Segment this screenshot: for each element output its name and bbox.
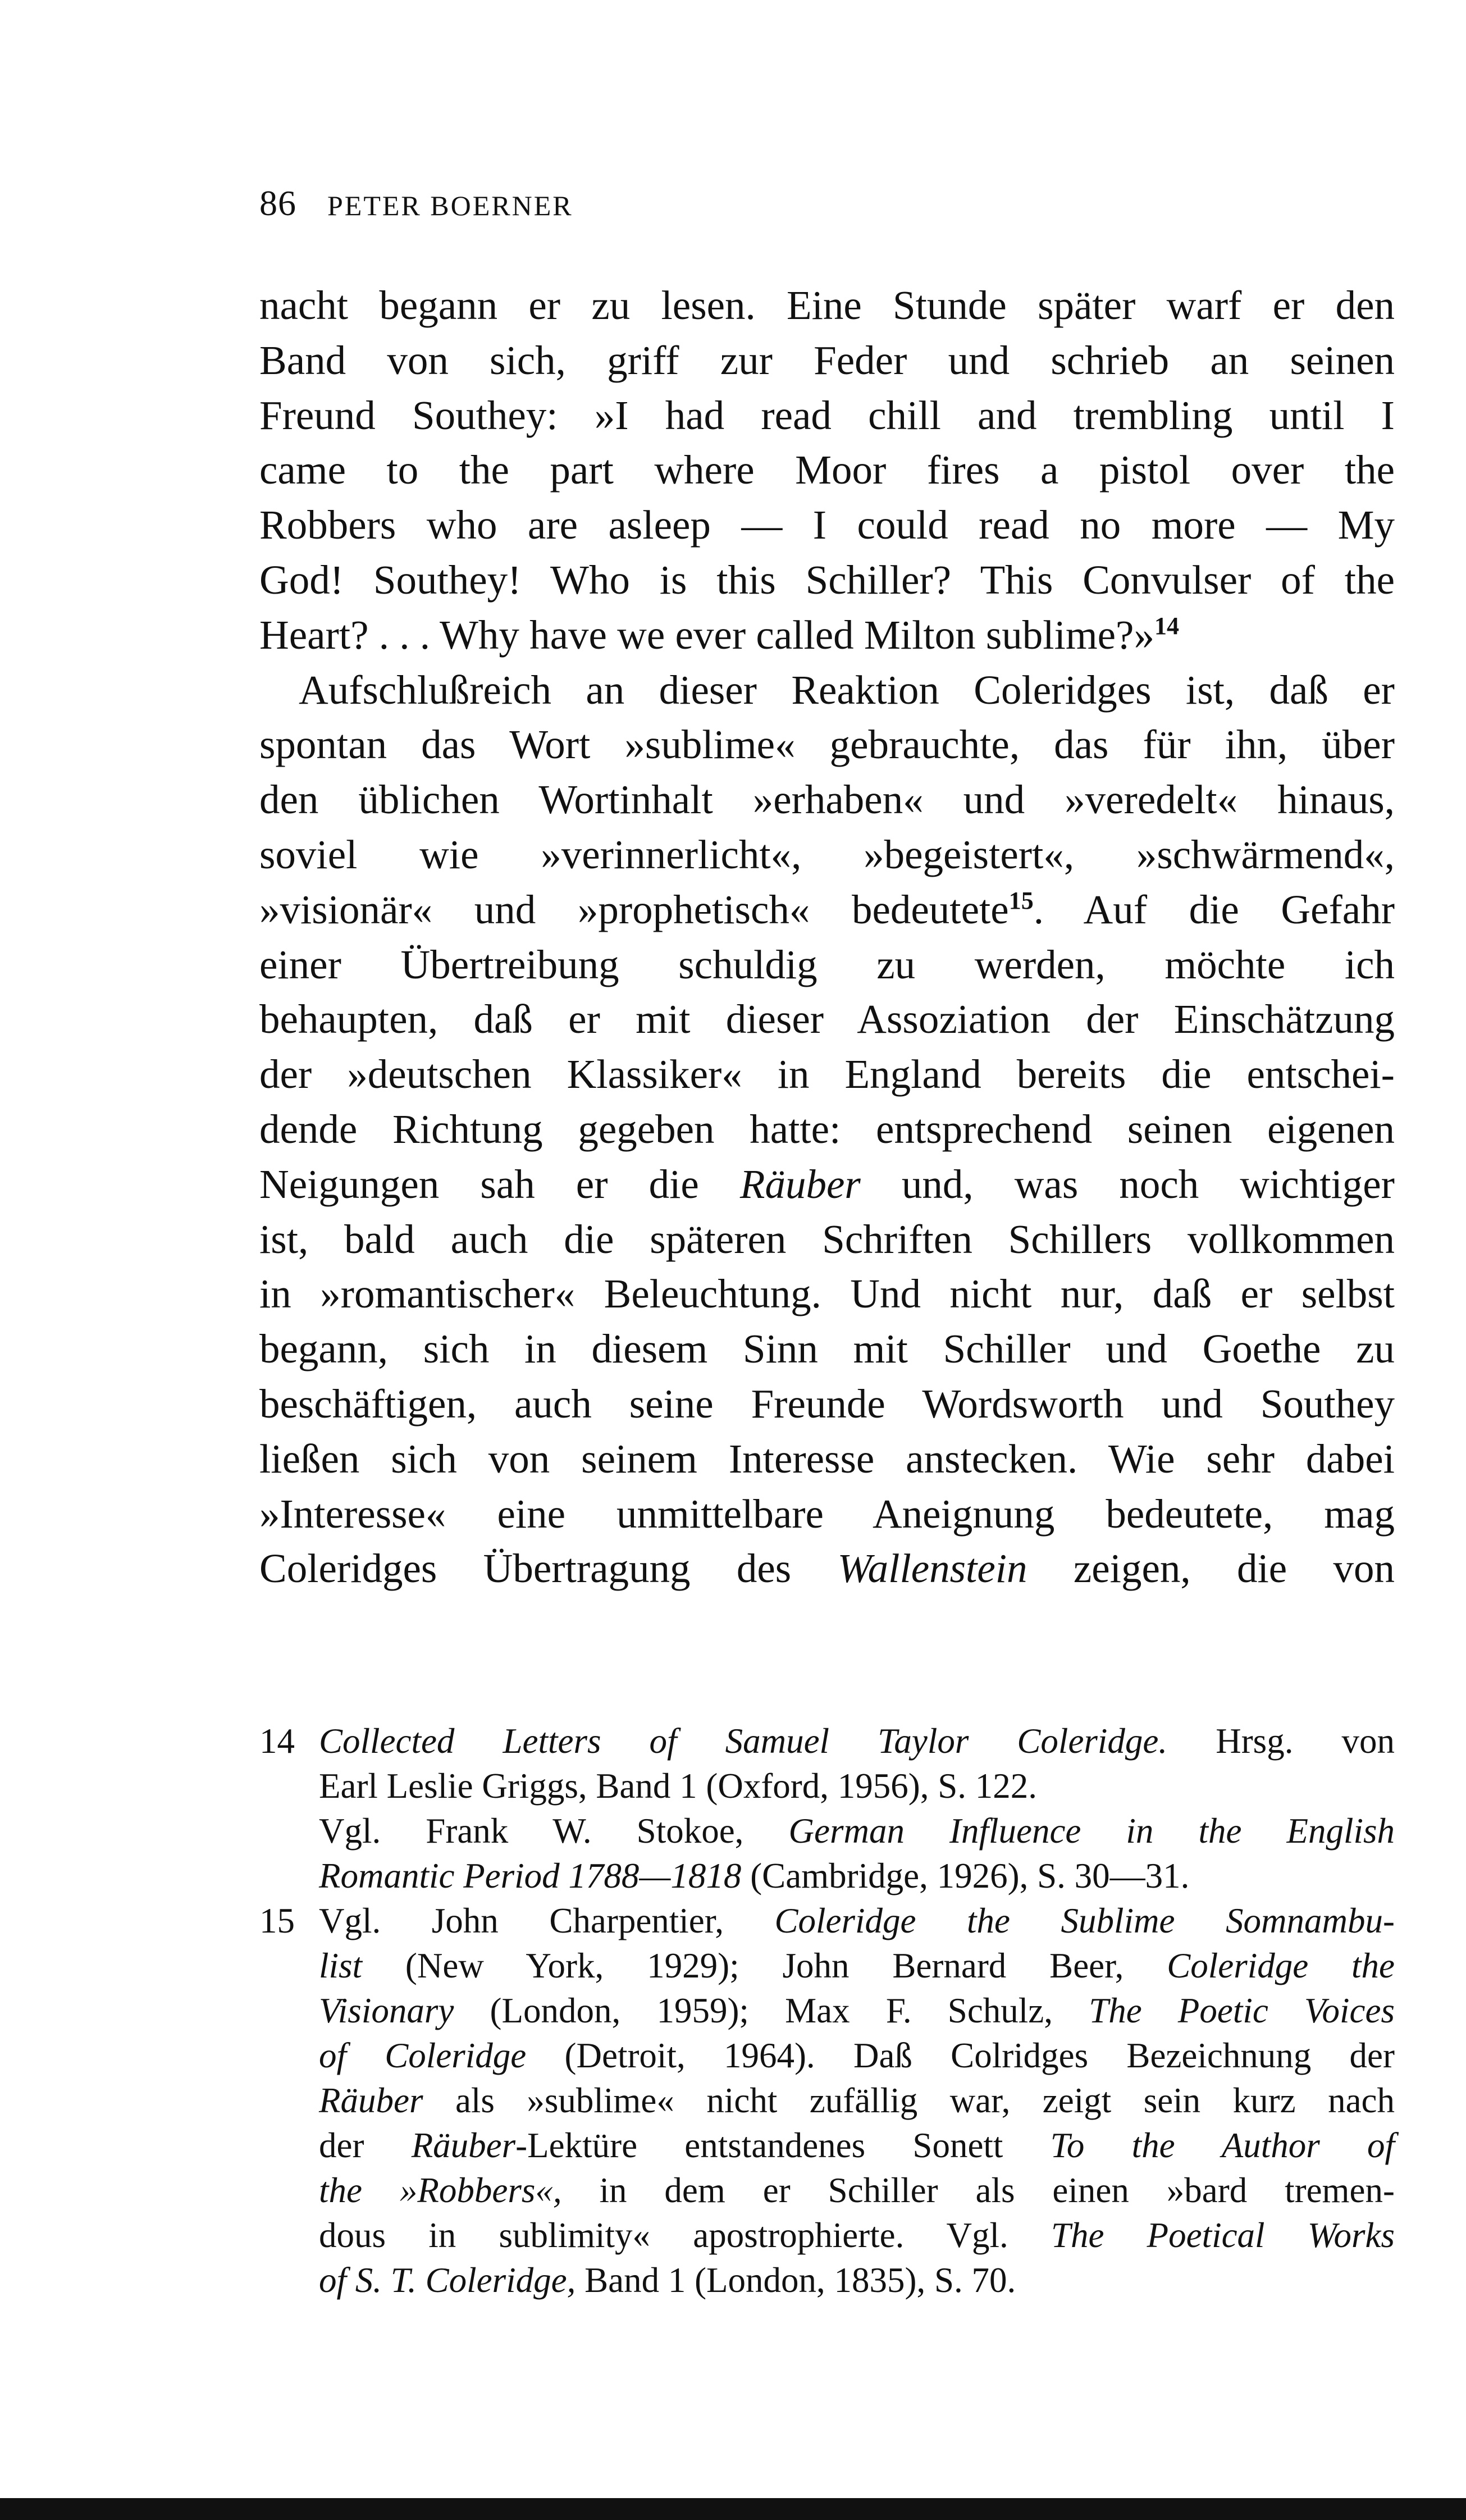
body-line-text: Heart? . . . Why have we ever called Milton sublime?» — [259, 612, 1154, 658]
footnote-line — [259, 2078, 1395, 2123]
body-line: in »romantischer« Beleuchtung. Und nicht nur, daß er selbst — [259, 1271, 1395, 1317]
footnote-line — [259, 2123, 1395, 2168]
footnote-line — [259, 1988, 1395, 2033]
footnote-number: 15 — [259, 1901, 295, 1940]
body-line: einer Übertreibung schuldig zu werden, möchte ich — [259, 941, 1395, 987]
title-italic: Coleridge the — [1167, 1946, 1395, 1985]
title-italic: Räuber — [411, 2126, 516, 2165]
page-number: 86 — [259, 183, 296, 223]
footnote-text: Vgl. Frank W. Stokoe, — [319, 1811, 789, 1851]
body-line: dende Richtung gegeben hatte: entsprechend seinen eigenen — [259, 1106, 1395, 1152]
body-line-text: Neigungen sah er die — [259, 1161, 740, 1207]
body-line: Band von sich, griff zur Feder und schrieb an seinen — [259, 337, 1395, 383]
body-line: »Interesse« eine unmittelbare Aneignung bedeutete, mag — [259, 1491, 1395, 1537]
body-line — [259, 1157, 1395, 1212]
title-italic: Räuber — [319, 2081, 423, 2120]
body-line: Robbers who are asleep — I could read no more — My — [259, 502, 1395, 548]
body-line-text: »visionär« und »prophetisch« bedeutete — [259, 886, 1009, 932]
footnote-ref-15[interactable]: 15 — [1008, 886, 1034, 914]
footnote-line — [259, 1808, 1395, 1853]
body-line: God! Southey! Who is this Schiller? This Convulser of the — [259, 557, 1395, 603]
body-line: beschäftigen, auch seine Freunde Wordsworth und Southey — [259, 1380, 1395, 1427]
footnote-text: -Lektüre entstandenes Sonett — [515, 2126, 1051, 2165]
footnote-text: (Detroit, 1964). Daß Colridges Bezeichnung der — [526, 2036, 1395, 2075]
title-italic: Collected Letters of Samuel Taylor Coleridge. — [319, 1721, 1168, 1761]
title-italic: Romantic Period 1788—1818 — [319, 1856, 742, 1895]
footnote-text: als »sublime« nicht zufällig war, zeigt sein kurz nach — [423, 2081, 1395, 2120]
footnote-14 — [259, 1719, 1395, 1763]
footnote-text: (London, 1959); Max F. Schulz, — [454, 1991, 1089, 2030]
title-italic: Wallenstein — [837, 1546, 1027, 1592]
title-italic: Räuber — [739, 1161, 861, 1207]
body-line: soviel wie »verinnerlicht«, »begeistert«, »schwärmend«, — [259, 831, 1395, 877]
body-line — [259, 608, 1395, 663]
body-line: Aufschlußreich an dieser Reaktion Coleridges ist, daß er — [299, 667, 1395, 713]
body-line-text: und, was noch wichtiger — [860, 1161, 1395, 1207]
footnotes — [259, 1719, 1395, 2303]
footnote-line — [259, 2258, 1395, 2303]
body-line: came to the part where Moor fires a pistol over the — [259, 447, 1395, 493]
title-italic: To the Author of — [1050, 2126, 1395, 2165]
title-italic: of Coleridge — [319, 2036, 527, 2075]
footnote-text: Band 1 (London, 1835), S. 70. — [576, 2261, 1016, 2300]
body-line-text: Coleridges Übertragung des — [259, 1546, 838, 1592]
footnote-15 — [259, 1898, 1395, 1943]
body-line-text: zeigen, die von — [1027, 1546, 1395, 1592]
running-head: PETER BOERNER — [327, 190, 573, 221]
body-line-text: . Auf die Gefahr — [1033, 886, 1395, 932]
body-line — [259, 1541, 1395, 1596]
body-line: nacht begann er zu lesen. Eine Stunde später warf er den — [259, 282, 1395, 328]
footnote-text: (Cambridge, 1926), S. 30—31. — [741, 1856, 1190, 1895]
footnote-line — [259, 2033, 1395, 2078]
title-italic: German Influence in the English — [788, 1811, 1395, 1851]
title-italic: Visionary — [319, 1991, 454, 2030]
footnote-text: (New York, 1929); John Bernard Beer, — [362, 1946, 1167, 1985]
title-italic: list — [319, 1946, 363, 1985]
title-italic: The Poetic Voices — [1089, 1991, 1395, 2030]
body-line: den üblichen Wortinhalt »erhaben« und »veredelt« hinaus, — [259, 777, 1395, 823]
footnote-line: Earl Leslie Griggs, Band 1 (Oxford, 1956), S. 122. — [319, 1766, 1038, 1806]
body-line: spontan das Wort »sublime« gebrauchte, das für ihn, über — [259, 722, 1395, 768]
body-line: behaupten, daß er mit dieser Assoziation der Einschätzung — [259, 996, 1395, 1042]
footnote-text: dous in sublimity« apostrophierte. Vgl. — [319, 2216, 1051, 2255]
body-line: ließen sich von seinem Interesse anstecken. Wie sehr dabei — [259, 1436, 1395, 1482]
footnote-line — [259, 1943, 1395, 1988]
scan-edge-bar — [0, 2498, 1466, 2520]
body-line: Freund Southey: »I had read chill and trembling until I — [259, 392, 1395, 438]
footnote-text: der — [319, 2126, 412, 2165]
body-line: der »deutschen Klassiker« in England bereits die entschei- — [259, 1051, 1395, 1097]
body-line: begann, sich in diesem Sinn mit Schiller und Goethe zu — [259, 1326, 1395, 1372]
title-italic: The Poetical Works — [1051, 2216, 1395, 2255]
footnote-text: in dem er Schiller als einen »bard tremen- — [561, 2171, 1395, 2210]
footnote-line — [259, 2213, 1395, 2258]
body-line — [259, 882, 1395, 937]
footnote-number: 14 — [259, 1721, 295, 1761]
body-text — [259, 278, 1395, 1596]
footnote-line — [259, 2168, 1395, 2213]
footnote-line — [259, 1853, 1395, 1898]
footnote-text: Vgl. John Charpentier, — [319, 1901, 775, 1940]
page-header — [259, 183, 573, 224]
footnote-ref-14[interactable]: 14 — [1154, 612, 1179, 640]
footnote-text: Hrsg. von — [1167, 1721, 1395, 1761]
title-italic: the »Robbers«, — [319, 2171, 562, 2210]
title-italic: of S. T. Coleridge, — [319, 2261, 576, 2300]
title-italic: Coleridge the Sublime Somnambu- — [774, 1901, 1395, 1940]
body-line: ist, bald auch die späteren Schriften Schillers vollkommen — [259, 1216, 1395, 1262]
